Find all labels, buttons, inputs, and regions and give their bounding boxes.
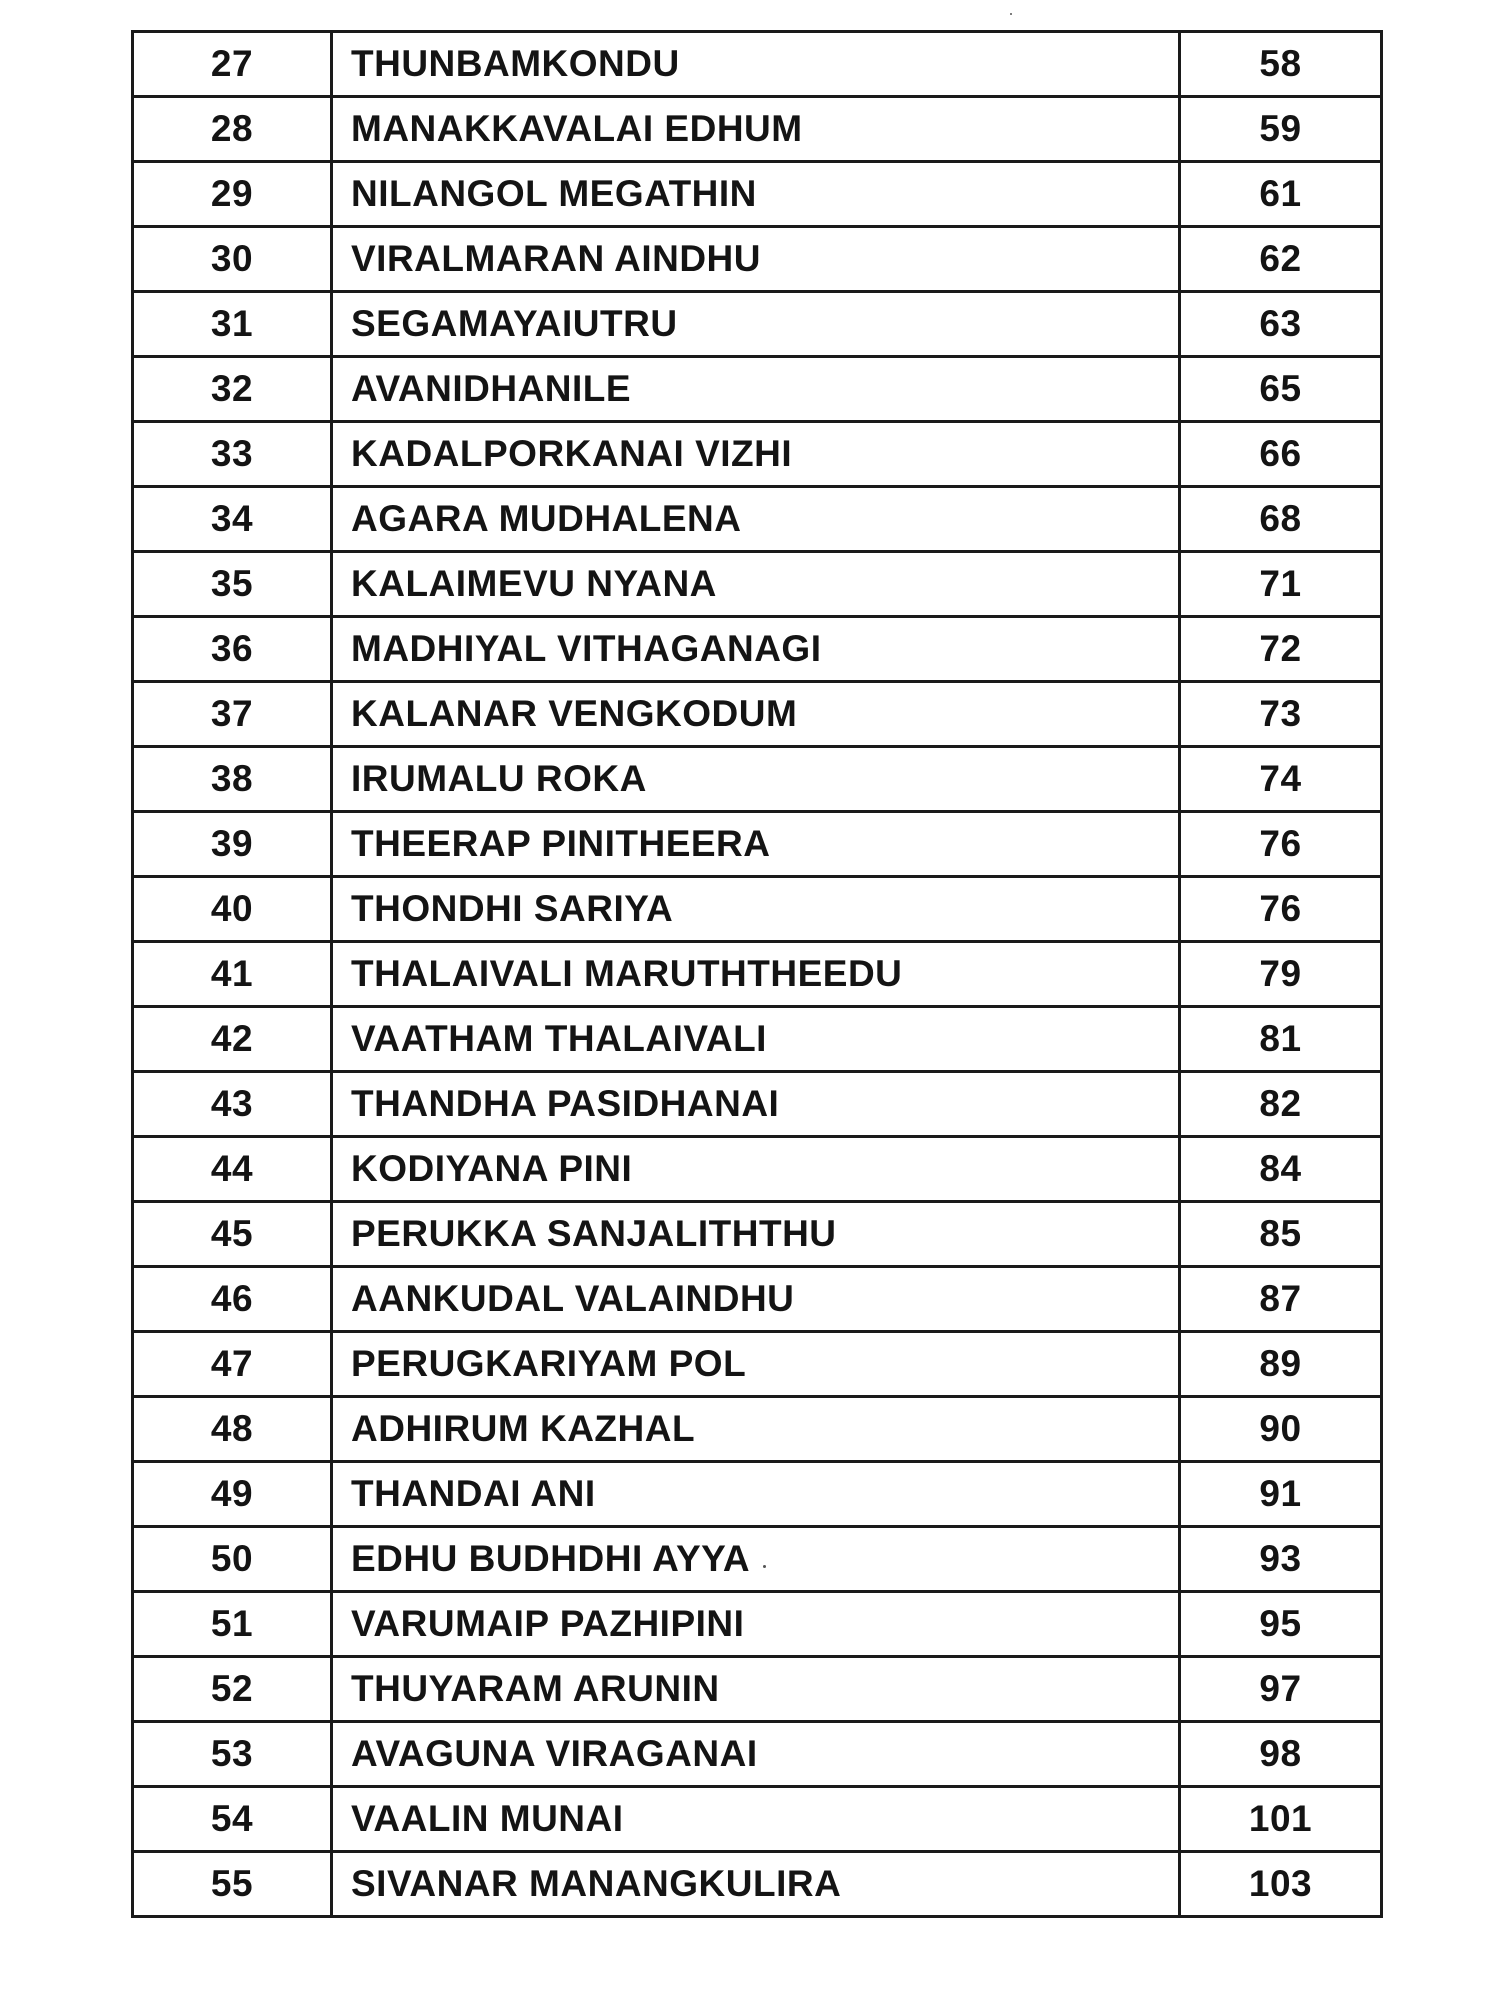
page-number: 93: [1180, 1527, 1382, 1592]
chapter-number: 49: [133, 1462, 332, 1527]
page-number: 84: [1180, 1137, 1382, 1202]
page-number: 76: [1180, 812, 1382, 877]
table-row: [133, 1787, 1382, 1852]
chapter-title: MADHIYAL VITHAGANAGI: [332, 617, 1180, 682]
chapter-number: 50: [133, 1527, 332, 1592]
page-number: 98: [1180, 1722, 1382, 1787]
table-row: [133, 1592, 1382, 1657]
table-row: [133, 32, 1382, 97]
page-number: 82: [1180, 1072, 1382, 1137]
chapter-title: AANKUDAL VALAINDHU: [332, 1267, 1180, 1332]
contents-table-body: [133, 32, 1382, 1917]
chapter-number: 44: [133, 1137, 332, 1202]
table-row: [133, 1072, 1382, 1137]
table-row: [133, 1332, 1382, 1397]
chapter-number: 52: [133, 1657, 332, 1722]
page-number: 103: [1180, 1852, 1382, 1917]
contents-table: [131, 30, 1383, 1918]
table-row: [133, 1267, 1382, 1332]
table-row: [133, 227, 1382, 292]
chapter-title: KADALPORKANAI VIZHI: [332, 422, 1180, 487]
chapter-number: 32: [133, 357, 332, 422]
table-row: [133, 1007, 1382, 1072]
table-row: [133, 1202, 1382, 1267]
page-number: 72: [1180, 617, 1382, 682]
chapter-title: AVANIDHANILE: [332, 357, 1180, 422]
table-row: [133, 162, 1382, 227]
table-row: [133, 812, 1382, 877]
chapter-title: VAATHAM THALAIVALI: [332, 1007, 1180, 1072]
chapter-number: 30: [133, 227, 332, 292]
page-number: 63: [1180, 292, 1382, 357]
chapter-number: 51: [133, 1592, 332, 1657]
chapter-title: AVAGUNA VIRAGANAI: [332, 1722, 1180, 1787]
chapter-number: 28: [133, 97, 332, 162]
page-number: 87: [1180, 1267, 1382, 1332]
table-row: [133, 292, 1382, 357]
page-number: 59: [1180, 97, 1382, 162]
table-row: [133, 97, 1382, 162]
page-number: 74: [1180, 747, 1382, 812]
chapter-title: KALAIMEVU NYANA: [332, 552, 1180, 617]
chapter-number: 42: [133, 1007, 332, 1072]
chapter-number: 45: [133, 1202, 332, 1267]
chapter-title: AGARA MUDHALENA: [332, 487, 1180, 552]
chapter-number: 29: [133, 162, 332, 227]
chapter-number: 35: [133, 552, 332, 617]
page-number: 73: [1180, 682, 1382, 747]
chapter-number: 46: [133, 1267, 332, 1332]
chapter-number: 36: [133, 617, 332, 682]
chapter-title: KODIYANA PINI: [332, 1137, 1180, 1202]
page-number: 61: [1180, 162, 1382, 227]
chapter-number: 40: [133, 877, 332, 942]
table-row: [133, 1527, 1382, 1592]
page-number: 62: [1180, 227, 1382, 292]
chapter-title: MANAKKAVALAI EDHUM: [332, 97, 1180, 162]
page-number: 71: [1180, 552, 1382, 617]
chapter-number: 38: [133, 747, 332, 812]
chapter-title: THUYARAM ARUNIN: [332, 1657, 1180, 1722]
page-number: 89: [1180, 1332, 1382, 1397]
table-row: [133, 1852, 1382, 1917]
page-number: 76: [1180, 877, 1382, 942]
chapter-number: 27: [133, 32, 332, 97]
page-number: 91: [1180, 1462, 1382, 1527]
page-number: 90: [1180, 1397, 1382, 1462]
table-row: [133, 1657, 1382, 1722]
table-row: [133, 1462, 1382, 1527]
page-number: 65: [1180, 357, 1382, 422]
chapter-title: IRUMALU ROKA: [332, 747, 1180, 812]
page-number: 68: [1180, 487, 1382, 552]
chapter-number: 48: [133, 1397, 332, 1462]
chapter-title: VARUMAIP PAZHIPINI: [332, 1592, 1180, 1657]
chapter-number: 47: [133, 1332, 332, 1397]
scan-speck: [1010, 13, 1012, 15]
table-row: [133, 357, 1382, 422]
page-number: 95: [1180, 1592, 1382, 1657]
table-row: [133, 422, 1382, 487]
table-row: [133, 487, 1382, 552]
chapter-number: 53: [133, 1722, 332, 1787]
chapter-title: THONDHI SARIYA: [332, 877, 1180, 942]
chapter-title: NILANGOL MEGATHIN: [332, 162, 1180, 227]
chapter-number: 39: [133, 812, 332, 877]
chapter-title: THANDHA PASIDHANAI: [332, 1072, 1180, 1137]
table-row: [133, 942, 1382, 1007]
table-row: [133, 1137, 1382, 1202]
chapter-number: 31: [133, 292, 332, 357]
page-number: 85: [1180, 1202, 1382, 1267]
chapter-number: 34: [133, 487, 332, 552]
table-row: [133, 617, 1382, 682]
page-number: 101: [1180, 1787, 1382, 1852]
page-number: 66: [1180, 422, 1382, 487]
page-number: 81: [1180, 1007, 1382, 1072]
scan-speck: [763, 1565, 766, 1568]
chapter-title: SIVANAR MANANGKULIRA: [332, 1852, 1180, 1917]
chapter-number: 55: [133, 1852, 332, 1917]
chapter-title: SEGAMAYAIUTRU: [332, 292, 1180, 357]
chapter-number: 41: [133, 942, 332, 1007]
chapter-number: 43: [133, 1072, 332, 1137]
chapter-title: KALANAR VENGKODUM: [332, 682, 1180, 747]
page-number: 97: [1180, 1657, 1382, 1722]
chapter-title: EDHU BUDHDHI AYYA: [332, 1527, 1180, 1592]
chapter-title: VIRALMARAN AINDHU: [332, 227, 1180, 292]
table-row: [133, 552, 1382, 617]
chapter-number: 33: [133, 422, 332, 487]
chapter-title: THALAIVALI MARUTHTHEEDU: [332, 942, 1180, 1007]
table-row: [133, 877, 1382, 942]
table-row: [133, 1722, 1382, 1787]
chapter-title: PERUKKA SANJALITHTHU: [332, 1202, 1180, 1267]
table-row: [133, 747, 1382, 812]
table-row: [133, 682, 1382, 747]
chapter-title: PERUGKARIYAM POL: [332, 1332, 1180, 1397]
page-number: 79: [1180, 942, 1382, 1007]
chapter-title: THEERAP PINITHEERA: [332, 812, 1180, 877]
page-number: 58: [1180, 32, 1382, 97]
table-row: [133, 1397, 1382, 1462]
chapter-title: VAALIN MUNAI: [332, 1787, 1180, 1852]
chapter-number: 37: [133, 682, 332, 747]
chapter-title: ADHIRUM KAZHAL: [332, 1397, 1180, 1462]
chapter-title: THUNBAMKONDU: [332, 32, 1180, 97]
chapter-title: THANDAI ANI: [332, 1462, 1180, 1527]
chapter-number: 54: [133, 1787, 332, 1852]
